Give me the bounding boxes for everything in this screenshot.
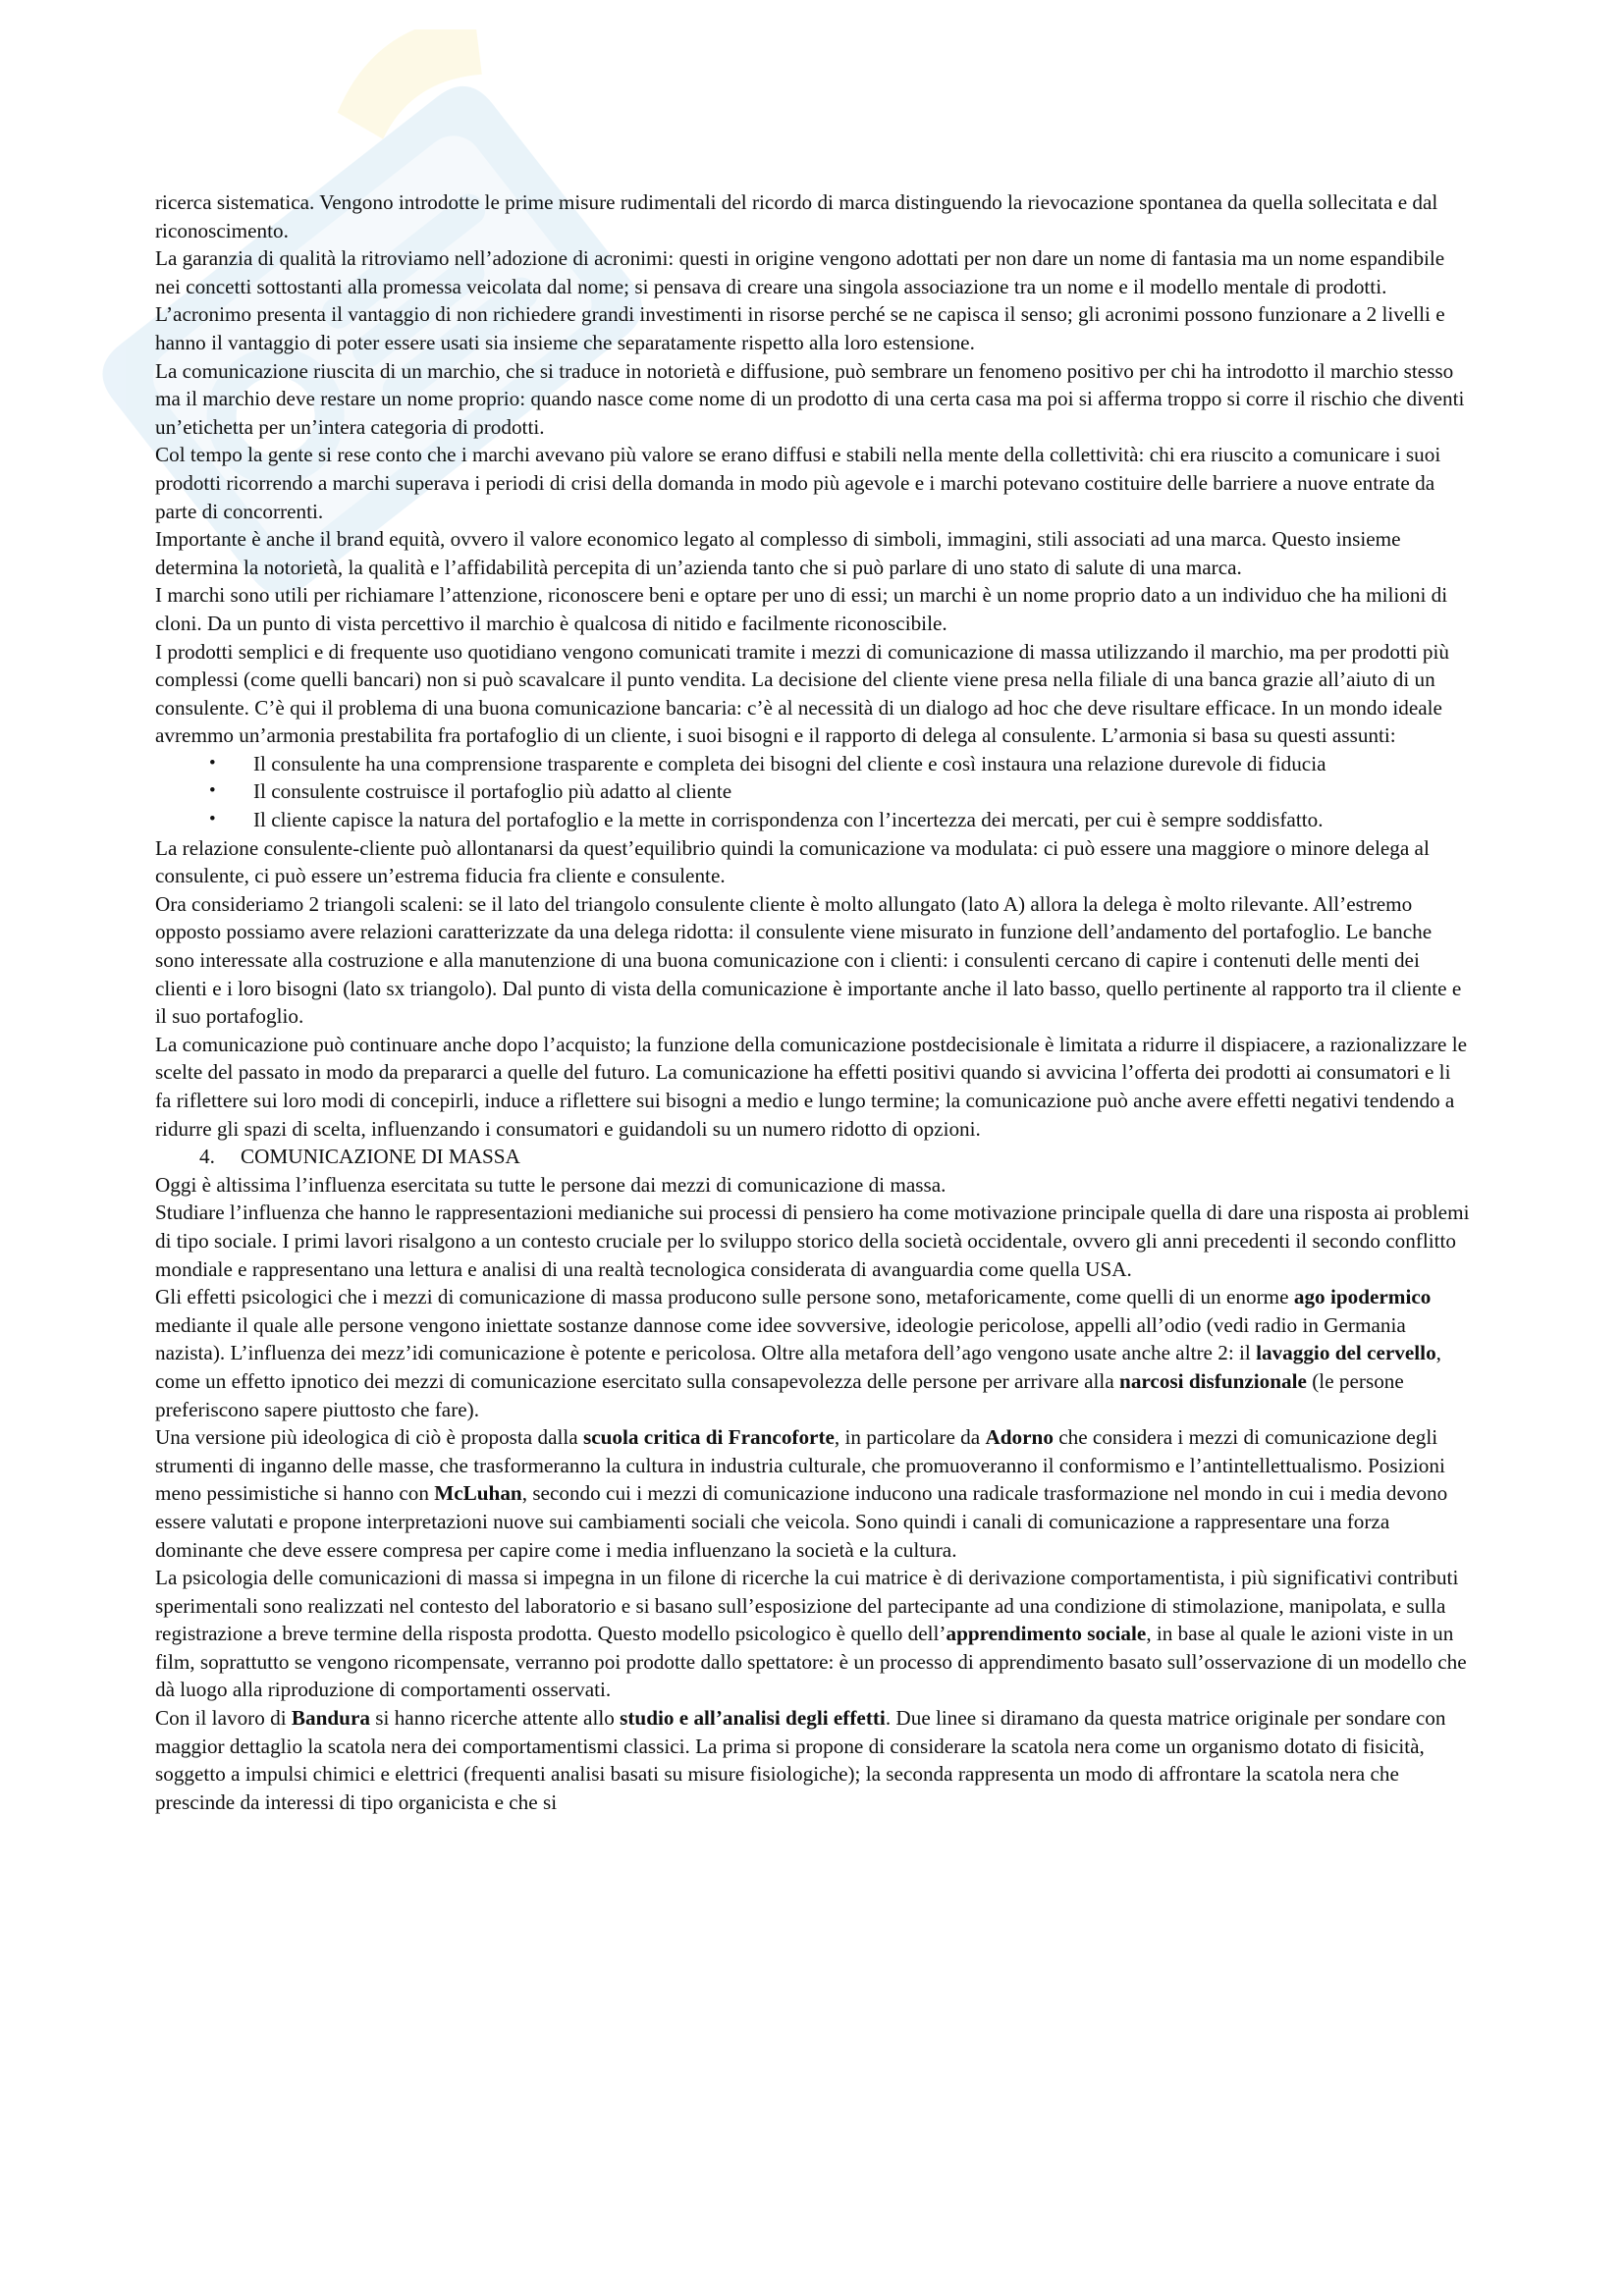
text-run: Una versione più ideologica di ciò è proposta dalla xyxy=(155,1425,583,1450)
text-run: La psicologia delle comunicazioni di massa si impegna in un filone di ricerche la cui matrice è di derivazione comportamentista, i più significativi contributi sperimentali sono realizzati nel contesto del laboratorio e si basano sull’esposizione del partecipante ad una condizione di stimolazione, manipolata, e sulla registrazione a breve termine della risposta prodotta. Questo modello psicologico è quello dell’ xyxy=(155,1566,1459,1646)
paragraph xyxy=(155,1283,1471,1423)
text-run: che considera i mezzi di comunicazione degli strumenti di inganno delle masse, che trasformeranno la cultura in industria culturale, che promuoveranno il conformismo e l’antintellettualismo. Posizioni meno pessimistiche si hanno con xyxy=(155,1425,1445,1506)
paragraph: Ora consideriamo 2 triangoli scaleni: se il lato del triangolo consulente cliente è molto allungato (lato A) allora la delega è molto rilevante. All’estremo opposto possiamo avere relazioni caratterizzate da una delega ridotta: il consulente viene misurato in funzione dell’andamento del portafoglio. Le banche sono interessate alla costruzione e alla manutenzione di una buona comunicazione con i clienti: i consulenti cercano di capire i contenuti delle menti dei clienti e i loro bisogni (lato sx triangolo). Dal punto di vista della comunicazione è importante anche il lato basso, quello pertinente al rapporto tra il cliente e il suo portafoglio. xyxy=(155,891,1462,1029)
text-run: , in base al quale le azioni viste in un film, soprattutto se vengono ricompensate, verranno poi prodotte dallo spettatore: è un processo di apprendimento basato sull’osservazione di un modello che dà luogo alla riproduzione di comportamenti osservati. xyxy=(155,1622,1467,1702)
bold-term: apprendimento sociale xyxy=(946,1622,1147,1646)
text-run: , come un effetto ipnotico dei mezzi di comunicazione esercitato sulla consapevolezza delle persone per arrivare alla xyxy=(155,1341,1441,1393)
bullet-icon: • xyxy=(209,780,216,802)
document-page xyxy=(155,188,1471,1816)
list-item-text: Il cliente capisce la natura del portafoglio e la mette in corrispondenza con l’incertezza dei mercati, per cui è sempre soddisfatto. xyxy=(253,808,1324,832)
text-run: Gli effetti psicologici che i mezzi di comunicazione di massa producono sulle persone sono, metaforicamente, come quelli di un enorme xyxy=(155,1285,1294,1309)
paragraph: ricerca sistematica. Vengono introdotte le prime misure rudimentali del ricordo di marca distinguendo la rievocazione spontanea da quella sollecitata e dal riconoscimento. xyxy=(155,190,1438,242)
paragraph: La comunicazione riuscita di un marchio, che si traduce in notorietà e diffusione, può sembrare un fenomeno positivo per chi ha introdotto il marchio stesso ma il marchio deve restare un nome proprio: quando nasce come nome di un prodotto di una certa casa ma poi si afferma troppo si corre il rischio che diventi un’etichetta per un’intera categoria di prodotti. xyxy=(155,358,1465,439)
paragraph xyxy=(155,1423,1471,1564)
text-run: (le persone preferiscono sapere piuttosto che fare). xyxy=(155,1368,1404,1421)
text-run: , in particolare da xyxy=(834,1425,986,1450)
bold-term: ago ipodermico xyxy=(1293,1285,1432,1309)
paragraph xyxy=(155,1564,1471,1704)
paragraph: I marchi sono utili per richiamare l’attenzione, riconoscere beni e optare per uno di essi; un marchi è un nome proprio dato a un individuo che ha milioni di cloni. Da un punto di vista percettivo il marchio è qualcosa di nitido e facilmente riconoscibile. xyxy=(155,583,1448,635)
text-run: . Due linee si diramano da questa matrice originale per sondare con maggior dettaglio la scatola nera dei comportamentismi classici. La prima si propone di considerare la scatola nera come un organismo dotato di fisicità, soggetto a impulsi chimici e elettrici (frequenti analisi basati su misure fisiologiche); la seconda rappresenta un modo di affrontare la scatola nera che prescinde da interessi di tipo organicista e che si xyxy=(155,1706,1446,1814)
list-item xyxy=(155,777,1471,806)
list-item-text: Il consulente costruisce il portafoglio più adatto al cliente xyxy=(253,779,732,804)
bold-term: lavaggio del cervello xyxy=(1256,1341,1436,1365)
text-run: , secondo cui i mezzi di comunicazione inducono una radicale trasformazione nel mondo in cui i media devono essere valutati e propone interpretazioni nuove sui cambiamenti sociali che veicola. Sono quindi i canali di comunicazione a rappresentare una forza dominante che deve essere compresa per capire come i media influenzano la società e la cultura. xyxy=(155,1481,1448,1562)
paragraph: Studiare l’influenza che hanno le rappresentazioni medianiche sui processi di pensiero ha come motivazione principale quella di dare una risposta ai problemi di tipo sociale. I primi lavori risalgono a un contesto cruciale per lo sviluppo storico della società occidentale, ovvero gli anni precedenti il secondo conflitto mondiale e rappresentano una lettura e analisi di una realtà tecnologica considerata di avanguardia come quella USA. xyxy=(155,1201,1470,1281)
bold-term: studio e all’analisi degli effetti xyxy=(620,1706,886,1731)
paragraph: I prodotti semplici e di frequente uso quotidiano vengono comunicati tramite i mezzi di comunicazione di massa utilizzando il marchio, ma per prodotti più complessi (come quelli bancari) non si può scavalcare il punto vendita. La decisione del cliente viene presa nella filiale di una banca grazie all’aiuto di un consulente. C’è qui il problema di una buona comunicazione bancaria: c’è al necessità di un dialogo ad hoc che deve risultare efficace. In un mondo ideale avremmo un’armonia prestabilita fra portafoglio di un cliente, i suoi bisogni e il rapporto di delega al consulente. L’armonia si basa su questi assunti: xyxy=(155,639,1449,748)
paragraph: Oggi è altissima l’influenza esercitata su tutte le persone dai mezzi di comunicazione di massa. xyxy=(155,1172,947,1197)
bullet-list xyxy=(155,750,1471,834)
bold-term: McLuhan xyxy=(434,1481,522,1506)
bullet-icon: • xyxy=(209,809,216,830)
paragraph: La garanzia di qualità la ritroviamo nell’adozione di acronimi: questi in origine vengono adottati per non dare un nome di fantasia ma un nome espandibile nei concetti sottostanti alla promessa veicolata dal nome; si pensava di creare una singola associazione tra un nome e il modello mentale di prodotti. L’acronimo presenta il vantaggio di non richiedere grandi investimenti in risorse perché se ne capisca il senso; gli acronimi possono funzionare a 2 livelli e hanno il vantaggio di poter essere usati sia insieme che separatamente rispetto alla loro estensione. xyxy=(155,246,1445,354)
bold-term: scuola critica di Francoforte xyxy=(582,1425,835,1450)
list-item xyxy=(155,750,1471,778)
list-item xyxy=(155,806,1471,834)
paragraph: Col tempo la gente si rese conto che i marchi avevano più valore se erano diffusi e stabili nella mente della collettività: chi era riuscito a comunicare i suoi prodotti ricorrendo a marchi superava i periodi di crisi della domanda in modo più agevole e i marchi potevano costituire delle barriere a nuove entrate da parte di concorrenti. xyxy=(155,443,1441,523)
text-run: mediante il quale alle persone vengono iniettate sostanze dannose come idee sovversive, ideologie pericolose, appelli all’odio (vedi radio in Germania nazista). L’influenza dei mezz’idi comunicazione è potente e pericolosa. Oltre alla metafora dell’ago vengono usate anche altre 2: il xyxy=(155,1312,1406,1365)
text-run: si hanno ricerche attente allo xyxy=(369,1706,621,1731)
bold-term: Bandura xyxy=(291,1706,370,1731)
section-heading xyxy=(155,1143,1471,1171)
paragraph: La comunicazione può continuare anche dopo l’acquisto; la funzione della comunicazione postdecisionale è limitata a ridurre il dispiacere, a razionalizzare le scelte del passato in modo da prepararci a quelle del futuro. La comunicazione ha effetti positivi quando si avvicina l’offerta dei prodotti ai consumatori e li fa riflettere sui loro modi di concepirli, induce a riflettere sui bisogni a medio e lungo termine; la comunicazione può anche avere effetti negativi tendendo a ridurre gli spazi di scelta, influenzando i consumatori e guidandoli su un numero ridotto di opzioni. xyxy=(155,1032,1467,1141)
bold-term: Adorno xyxy=(985,1425,1054,1450)
list-item-text: Il consulente ha una comprensione trasparente e completa dei bisogni del cliente e così instaura una relazione durevole di fiducia xyxy=(253,751,1326,775)
section-title: COMUNICAZIONE DI MASSA xyxy=(241,1145,520,1169)
bullet-icon: • xyxy=(209,752,216,774)
bold-term: narcosi disfunzionale xyxy=(1119,1368,1307,1393)
paragraph xyxy=(155,1704,1471,1816)
paragraph: Importante è anche il brand equità, ovvero il valore economico legato al complesso di simboli, immagini, stili associati ad una marca. Questo insieme determina la notorietà, la qualità e l’affidabilità percepita di un’azienda tanto che si può parlare di uno stato di salute di una marca. xyxy=(155,527,1401,579)
text-run: Con il lavoro di xyxy=(155,1706,292,1731)
section-number: 4. xyxy=(199,1145,215,1169)
paragraph: La relazione consulente-cliente può allontanarsi da quest’equilibrio quindi la comunicazione va modulata: ci può essere una maggiore o minore delega al consulente, ci può essere un’estrema fiducia fra cliente e consulente. xyxy=(155,835,1430,888)
